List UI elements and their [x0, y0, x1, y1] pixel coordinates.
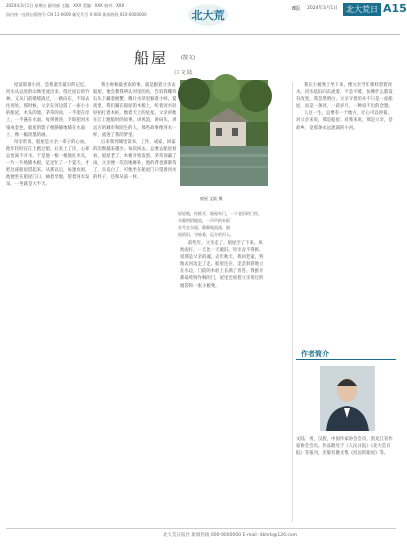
article-column-4 — [296, 82, 394, 344]
article-column-2 — [93, 82, 177, 522]
issue-date: 2024年3月1日 — [307, 6, 338, 11]
article-paragraph: 人这一生，总要有一个地方，让心可以停靠。对父亲来说，那是船屋；对我来说，那是父亲，是故乡，是那条永远流淌的小河。 — [296, 111, 393, 131]
author-intro-body: 文陆，男，汉族，中国作家协会会员，黑龙江省作家协会会员。作品散见于《人民日报》《北大荒日报》等报刊，出版有散文集《河边的船屋》等。 — [296, 437, 393, 457]
boathouse-photo — [180, 80, 268, 186]
author-intro-rule — [296, 359, 396, 360]
article-paragraph: 我在小板凳上坐下来，像父亲当年那样望着河水。河水依旧向东流着，不急不缓，仿佛什么都没有改变。我忽然明白，父亲守着的并不只是一座船屋，而是一条河，一段岁月，一种说不出的念想。 — [296, 83, 393, 110]
article-title-suffix: (散文) — [181, 55, 195, 61]
article-column-1 — [6, 82, 90, 522]
author-intro-text — [296, 436, 394, 522]
article-title: 船屋 — [134, 49, 169, 67]
page-code: A15 — [383, 2, 407, 15]
poem-line: 轻轻地，你推开，船屋木门，一个老旧的门坎， — [178, 211, 262, 216]
poem-block — [178, 210, 268, 238]
article-paragraph: 前些年，父亲走了。船屋空了下来，风吹雨打，一天比一天破旧。母亲舍不得拆，说那是父亲的魂。去年秋天，我回老家，特地去河边走了走。船屋还在，歪歪斜斜地立在水边，门前的木桩上长满了青苔。我推开那扇吱呀作响的门，屋里还放着父亲用过的烟袋和一张小板凳。 — [180, 241, 264, 289]
footer-rule — [6, 528, 396, 529]
poem-line: 屋依旧，守候着，远方的归人。 — [178, 232, 234, 237]
poem-line: 水静悄悄地流，一声声的木板 — [178, 218, 230, 223]
article-paragraph: 屋前那条小河，是我童年最早的记忆。河水从远处的山坳里流出来，绕过屋后的竹林，又从门前缓缓淌过，一路向东，不知去往何处。那时候，父亲在河边搭了一座小小的船屋，木头的墙，茅草的顶，一半架在岸上，一半悬在水面。每到黄昏，夕阳把河水染成金色，船屋的影子便静静地铺在水面上，像一幅淡墨的画。 — [6, 83, 90, 138]
column-divider — [292, 82, 293, 522]
article-paragraph: 后来我到城里读书，工作，成家，回家的次数越来越少。每次回去，总要去船屋看看。船屋老了，木板开始发黑，茅草顶漏了雨，父亲便一次次地修补。他的背也渐渐弯了，头发白了，可他坐在船屋门口望着河水的样子，还和从前一样。 — [93, 139, 177, 181]
header-meta-line-2: 国内统一连续出版物号 CN 11-0000 邮发代号 0-000 新闻热线 010-0000000 — [6, 12, 147, 17]
masthead-logo — [186, 2, 230, 28]
article-paragraph: 母亲常说，船屋是父亲一辈子的心血。他年轻时在江上跑过船，后来上了岸，心却总也离不开水。于是他一根一根地扛木头，一片一片地铺木板，足足忙了一个夏天，才把这座船屋搭起来。从那以后，每逢农闲，他便坐在船屋门口，抽着旱烟，望着河水发呆，一坐就是大半天。 — [6, 139, 90, 188]
page-label: 8版 — [292, 6, 301, 12]
masthead-text: 北大荒 — [191, 9, 225, 22]
page-header — [0, 0, 407, 35]
article-paragraph: 我小时候最喜欢的事，就是跟着父亲去船屋。他会教我辨认河里的鱼，告诉我哪块石头下藏着螃蟹，哪片水草里躲着小虾。夏夜里，我们躺在船屋的木板上，听着河水轻轻拍打着木桩，数着天上的星星。父亲讲他在江上跑船时的故事，讲风浪，讲码头，讲远方的城市和陌生的人。那些故事像河水一样，流进了我的梦里。 — [93, 83, 177, 138]
article-author: 口 文 陆 — [174, 70, 193, 76]
header-meta-line: 2024年3月1日 星期五 副刊部 主编：XXX 美编：XXX 校对：XXX — [6, 3, 125, 8]
paper-name-badge: 北大荒日报 — [343, 3, 381, 16]
article-column-3 — [180, 240, 264, 522]
photo-caption: 船屋 文陆 摄 — [200, 196, 223, 201]
author-intro-heading: 作者简介 — [301, 350, 329, 358]
poem-line: 岁月在水面，静静地流淌，船 — [178, 225, 230, 230]
author-portrait — [320, 366, 375, 431]
page-footer: 北大荒日报社 新闻热线 000-0000000 E-mail: dbhrb@126.com — [163, 533, 298, 538]
